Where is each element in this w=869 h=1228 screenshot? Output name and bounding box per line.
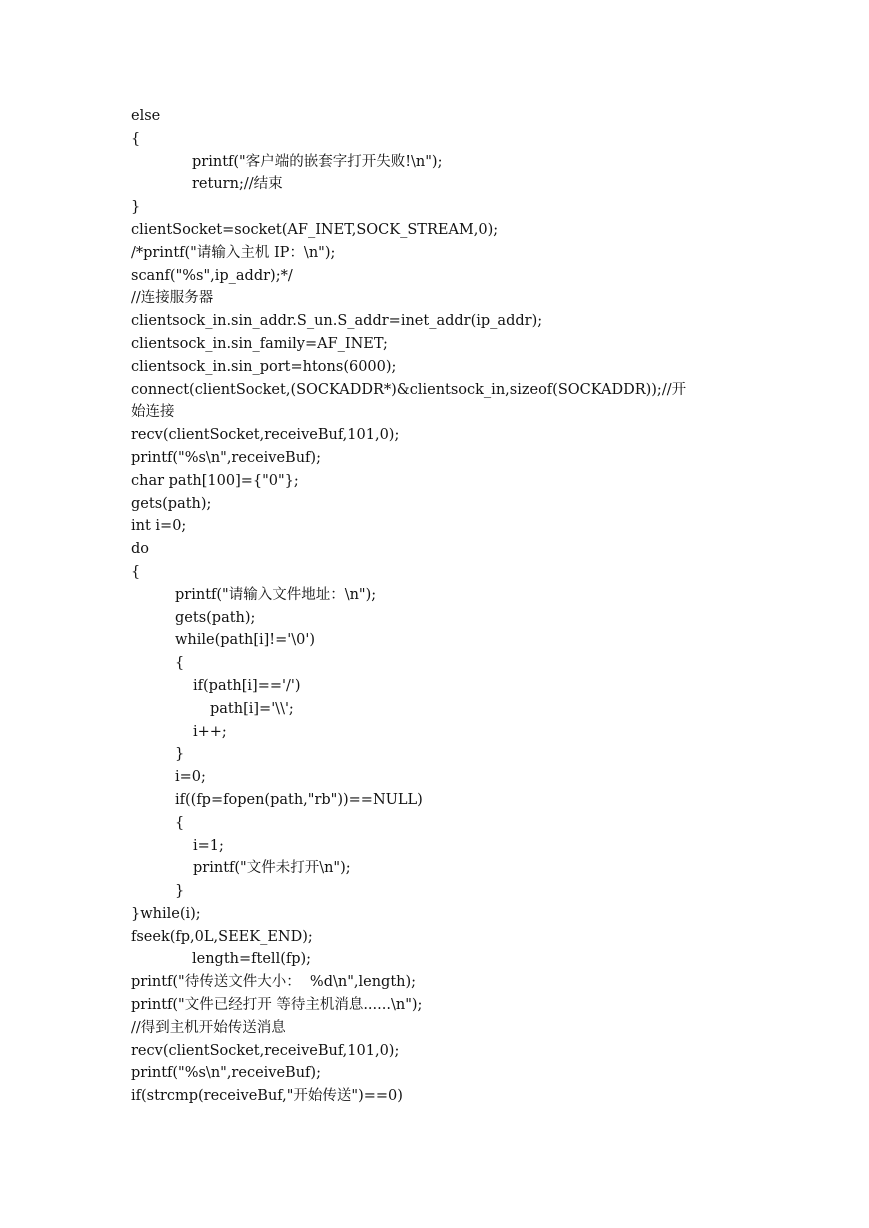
code-line: length=ftell(fp); [192,951,312,968]
code-line: 始连接 [131,404,175,421]
code-line: connect(clientSocket,(SOCKADDR*)&clientsock_in,sizeof(SOCKADDR));//开 [131,381,687,398]
code-line: printf("文件未打开\n"); [193,860,351,877]
code-line: printf("%s\n",receiveBuf); [131,1065,321,1082]
code-line: gets(path); [175,609,256,626]
code-line: //得到主机开始传送消息 [131,1019,286,1036]
code-line: printf("客户端的嵌套字打开失败!\n"); [192,153,443,170]
code-line: recv(clientSocket,receiveBuf,101,0); [131,1042,400,1059]
code-line: { [175,655,185,672]
code-line: do [131,541,150,558]
code-line: { [175,814,185,831]
code-line: clientsock_in.sin_addr.S_un.S_addr=inet_addr(ip_addr); [131,313,543,330]
code-line: while(path[i]!='\0') [175,632,316,649]
code-line: //连接服务器 [131,290,214,307]
code-line: printf("待传送文件大小： %d\n",length); [131,974,417,991]
code-line: printf("%s\n",receiveBuf); [131,449,321,466]
code-line: scanf("%s",ip_addr);*/ [131,267,293,284]
code-line: else [131,108,161,124]
code-line: { [131,563,141,580]
code-line: } [131,199,141,216]
code-line: clientSocket=socket(AF_INET,SOCK_STREAM,0); [131,221,499,238]
code-line: int i=0; [131,518,187,535]
code-line: } [175,883,185,900]
code-line: /*printf("请输入主机 IP：\n"); [131,244,336,261]
code-line: i++; [193,723,227,740]
code-line: printf("文件已经打开 等待主机消息......\n"); [131,997,423,1014]
code-line: clientsock_in.sin_family=AF_INET; [131,335,388,352]
code-line: printf("请输入文件地址：\n"); [175,586,377,603]
code-line: if(path[i]=='/') [193,677,301,694]
code-line: gets(path); [131,495,212,512]
code-block [131,105,751,1108]
code-line: i=1; [193,837,224,854]
code-line: if(strcmp(receiveBuf,"开始传送")==0) [131,1088,403,1105]
code-line: recv(clientSocket,receiveBuf,101,0); [131,427,400,444]
code-line: fseek(fp,0L,SEEK_END); [131,928,313,945]
code-line: }while(i); [131,905,201,922]
code-line: if((fp=fopen(path,"rb"))==NULL) [175,791,423,808]
code-line: return;//结束 [192,176,283,193]
code-line: path[i]='\\'; [210,700,294,717]
code-line: } [175,746,185,763]
code-line: char path[100]={"0"}; [131,472,299,489]
code-line: { [131,130,141,147]
code-line: clientsock_in.sin_port=htons(6000); [131,358,397,375]
code-line: i=0; [175,769,206,786]
